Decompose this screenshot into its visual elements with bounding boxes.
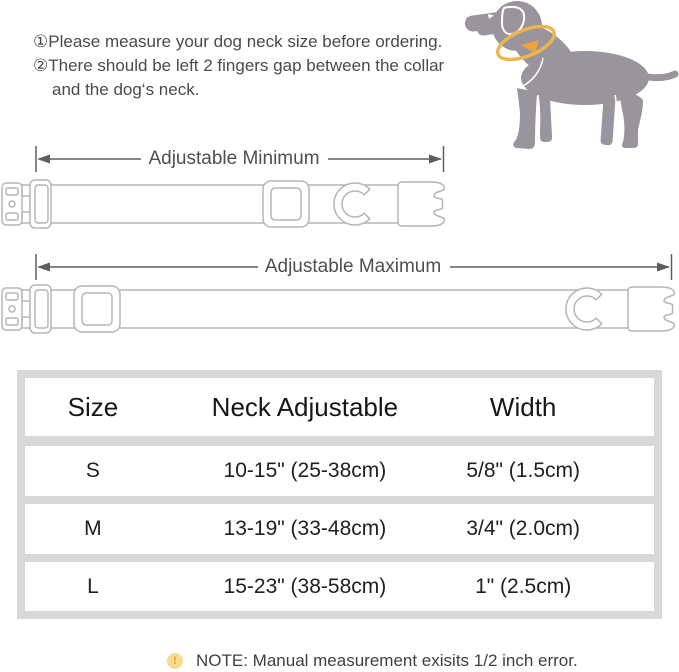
instruction-1	[33, 30, 465, 54]
column-header-neck-adjustable: Neck Adjustable	[211, 391, 399, 422]
collar-minimum-diagram	[0, 172, 450, 236]
size-value: L	[87, 574, 99, 598]
collar-slider-icon	[74, 286, 120, 332]
collar-maximum-diagram	[0, 277, 679, 341]
collar-strap	[30, 290, 640, 328]
instruction-2-number: ②	[33, 56, 49, 75]
neck-value: 13-19" (33-48cm)	[223, 517, 387, 540]
max-dimension-label: Adjustable Maximum	[264, 256, 442, 277]
size-chart-table	[17, 370, 662, 619]
measuring-instructions	[33, 30, 465, 102]
instruction-1-text: Please measure your dog neck size before ordering.	[48, 32, 443, 51]
table-header-row	[25, 378, 654, 436]
neck-value: 10-15" (25-38cm)	[223, 459, 387, 482]
instruction-2-text: There should be left 2 fingers gap between the collar and the dog‘s neck.	[48, 56, 445, 99]
table-row-s	[25, 446, 654, 496]
exclamation-icon: !	[167, 653, 183, 669]
table-row-m	[25, 504, 654, 554]
collar-buckle-icon	[2, 285, 51, 333]
collar-slider-icon	[263, 181, 309, 227]
collar-buckle-icon	[2, 180, 51, 228]
column-header-width: Width	[489, 391, 557, 422]
collar-clasp-icon	[398, 182, 445, 226]
width-value: 1" (2.5cm)	[475, 574, 572, 598]
dog-illustration	[459, 0, 679, 158]
measurement-note	[167, 651, 578, 671]
column-header-size: Size	[67, 391, 119, 422]
width-value: 3/4" (2.0cm)	[466, 517, 580, 540]
dog-silhouette	[464, 1, 675, 149]
size-value: M	[84, 517, 102, 540]
collar-clasp-icon	[628, 287, 675, 331]
note-text: NOTE: Manual measurement exisits 1/2 inch error.	[196, 651, 578, 670]
instruction-1-number: ①	[33, 32, 49, 51]
instruction-2	[33, 54, 465, 102]
table-row-l	[25, 562, 654, 611]
size-value: S	[85, 459, 100, 482]
width-value: 5/8" (1.5cm)	[466, 459, 580, 482]
neck-value: 15-23" (38-58cm)	[223, 574, 387, 598]
min-dimension-label: Adjustable Minimum	[148, 148, 320, 169]
